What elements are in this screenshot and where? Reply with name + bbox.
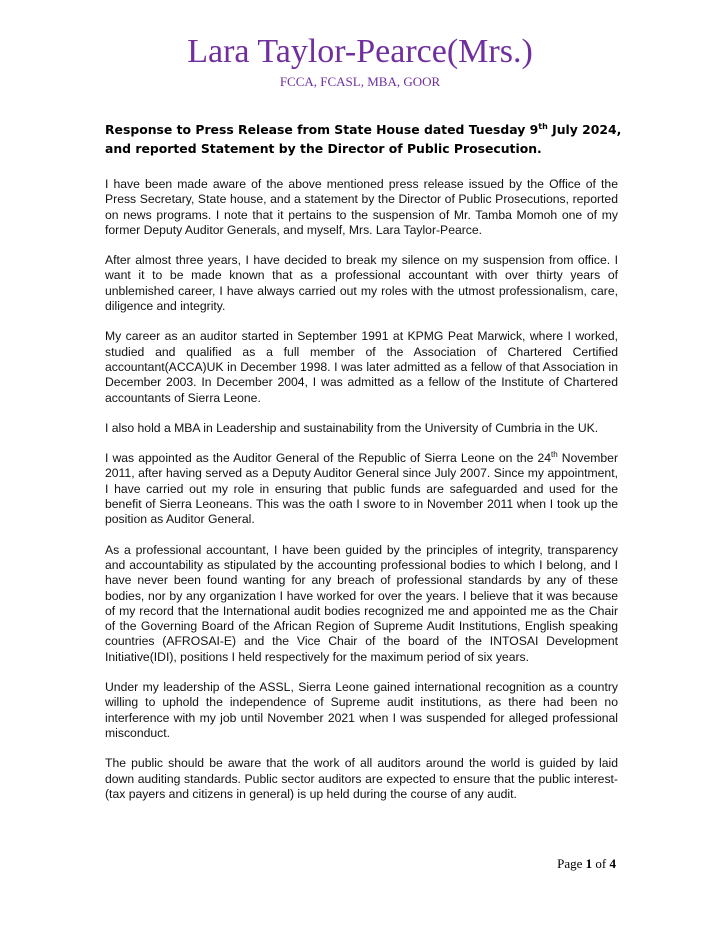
paragraph-4: I also hold a MBA in Leadership and sustainability from the University of Cumbria in the UK. bbox=[105, 420, 599, 435]
letter-body bbox=[105, 177, 618, 817]
of-word: of bbox=[592, 856, 610, 871]
title-part-1: Response to Press Release from State House dated Tuesday 9 bbox=[105, 122, 539, 137]
paragraph-2: After almost three years, I have decided to break my silence on my suspension from office. I want it to be made known that as a professional accountant with over thirty years of unblemished career, I have always carried out my roles with the utmost professionalism, care, diligence and integrity. bbox=[105, 253, 618, 314]
letterhead-name: Lara Taylor-Pearce(Mrs.) bbox=[187, 33, 533, 70]
paragraph-5-superscript: th bbox=[551, 450, 558, 460]
letterhead-credentials: FCCA, FCASL, MBA, GOOR bbox=[279, 74, 441, 89]
document-title bbox=[105, 120, 625, 158]
paragraph-6: As a professional accountant, I have been guided by the principles of integrity, transparency and accountability as stipulated by the accounting professional bodies to which I belong, and I have never been found wanting for any breach of professional standards by any of these bodies, nor by any organization I have worked for over the years. I believe that it was because of my record that the International audit bodies recognized me and appointed me as the Chair of the Governing Board of the African Region of Supreme Audit Institutions, English speaking countries (AFROSAI-E) and the Vice Chair of the board of the INTOSAI Development Initiative(IDI), positions I held respectively for the maximum period of six years. bbox=[105, 542, 618, 664]
paragraph-5-part-1: I was appointed as the Auditor General of the Republic of Sierra Leone on the 24 bbox=[105, 451, 552, 466]
title-superscript: th bbox=[538, 121, 548, 131]
paragraph-5-part-2: November 2011, after having served as a Deputy Auditor General since July 2007. Since my appointment, I have carried out my role in ensuring that public funds are safeguarded and used for the benefit of Sierra Leoneans. This was the oath I swore to in November 2011 when I took up the position as Auditor General. bbox=[105, 451, 618, 527]
total-pages: 4 bbox=[609, 856, 616, 871]
paragraph-1: I have been made aware of the above mentioned press release issued by the Office of the Press Secretary, State house, and a statement by the Director of Public Prosecutions, reported on news programs. I note that it pertains to the suspension of Mr. Tamba Momoh one of my former Deputy Auditor Generals, and myself, Mrs. Lara Taylor-Pearce. bbox=[105, 177, 618, 237]
paragraph-7: Under my leadership of the ASSL, Sierra Leone gained international recognition as a country willing to uphold the independence of Supreme audit institutions, as there had been no interference with my job until November 2021 when I was suspended for alleged professional misconduct. bbox=[105, 680, 618, 740]
page-number bbox=[557, 856, 616, 872]
paragraph-8: The public should be aware that the work of all auditors around the world is guided by laid down auditing standards. Public sector auditors are expected to ensure that the public interest- (tax payers and citizens in general) is up held during the course of any audit. bbox=[105, 756, 618, 801]
title-part-2: July 2024, and reported Statement by the Director of Public Prosecution. bbox=[105, 122, 622, 156]
paragraph-3: My career as an auditor started in September 1991 at KPMG Peat Marwick, where I worked, studied and qualified as a full member of the Association of Chartered Certified accountant(ACCA)UK in December 1998. I was later admitted as a fellow of that Association in December 2003. In December 2004, I was admitted as a fellow of the Institute of Chartered accountants of Sierra Leone. bbox=[105, 329, 618, 405]
current-page: 1 bbox=[585, 856, 593, 871]
page-word: Page bbox=[557, 856, 586, 871]
paragraph-5 bbox=[105, 451, 618, 527]
